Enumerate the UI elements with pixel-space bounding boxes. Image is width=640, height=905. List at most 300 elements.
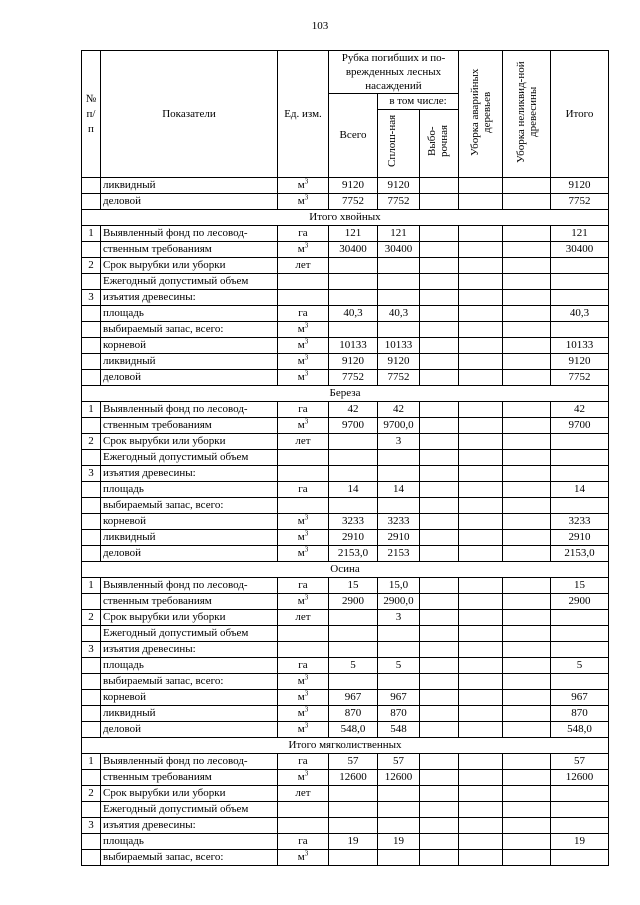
- row-selective: [420, 370, 459, 386]
- unit-superscript: 3: [304, 321, 309, 330]
- row-total: 3233: [551, 514, 609, 530]
- row-total: [551, 674, 609, 690]
- row-num: 3: [82, 642, 101, 658]
- unit-text: м: [297, 243, 305, 255]
- row-unit: [278, 546, 329, 562]
- row-total: 967: [551, 690, 609, 706]
- row-emergency: [459, 770, 503, 786]
- row-selective: [420, 546, 459, 562]
- row-indicator: изъятия древесины:: [101, 290, 278, 306]
- row-total-felling: [329, 434, 378, 450]
- unit-superscript: 3: [304, 705, 309, 714]
- row-total: [551, 274, 609, 290]
- table-row: [82, 626, 609, 642]
- row-selective: [420, 514, 459, 530]
- row-selective: [420, 722, 459, 738]
- row-clear: 548: [378, 722, 420, 738]
- unit-text: га: [298, 755, 308, 767]
- row-emergency: [459, 418, 503, 434]
- table-row: [82, 850, 609, 866]
- row-num: [82, 274, 101, 290]
- row-total-felling: 2153,0: [329, 546, 378, 562]
- unit-text: лет: [295, 259, 311, 271]
- row-indicator: Ежегодный допустимый объем: [101, 274, 278, 290]
- row-indicator: площадь: [101, 834, 278, 850]
- unit-text: м: [297, 515, 305, 527]
- row-illiquid: [503, 834, 551, 850]
- unit-text: м: [297, 675, 305, 687]
- row-num: 1: [82, 402, 101, 418]
- row-emergency: [459, 834, 503, 850]
- row-total-felling: [329, 290, 378, 306]
- row-selective: [420, 802, 459, 818]
- row-illiquid: [503, 786, 551, 802]
- row-unit: [278, 322, 329, 338]
- row-num: [82, 530, 101, 546]
- row-total: 121: [551, 226, 609, 242]
- row-indicator: корневой: [101, 338, 278, 354]
- row-indicator: ликвидный: [101, 706, 278, 722]
- row-total: [551, 786, 609, 802]
- row-total-felling: 9700: [329, 418, 378, 434]
- table-row: [82, 498, 609, 514]
- row-illiquid: [503, 626, 551, 642]
- row-total: 7752: [551, 370, 609, 386]
- row-total-felling: 7752: [329, 370, 378, 386]
- row-num: [82, 626, 101, 642]
- row-clear: [378, 466, 420, 482]
- row-unit: [278, 658, 329, 674]
- row-illiquid: [503, 658, 551, 674]
- row-num: 3: [82, 466, 101, 482]
- row-indicator: Ежегодный допустимый объем: [101, 450, 278, 466]
- row-selective: [420, 482, 459, 498]
- row-emergency: [459, 546, 503, 562]
- row-num: [82, 514, 101, 530]
- header-clear: [378, 110, 420, 178]
- row-indicator: ственным требованиям: [101, 418, 278, 434]
- row-emergency: [459, 514, 503, 530]
- table-row: [82, 690, 609, 706]
- row-total-felling: [329, 802, 378, 818]
- row-clear: [378, 450, 420, 466]
- row-illiquid: [503, 578, 551, 594]
- row-indicator: Выявленный фонд по лесовод-: [101, 402, 278, 418]
- row-num: 2: [82, 610, 101, 626]
- unit-superscript: 3: [304, 529, 309, 538]
- row-clear: 40,3: [378, 306, 420, 322]
- row-unit: [278, 786, 329, 802]
- row-unit: [278, 850, 329, 866]
- row-emergency: [459, 530, 503, 546]
- row-num: [82, 306, 101, 322]
- unit-superscript: 3: [304, 513, 309, 522]
- unit-superscript: 3: [304, 593, 309, 602]
- unit-superscript: 3: [304, 337, 309, 346]
- row-emergency: [459, 674, 503, 690]
- row-unit: [278, 770, 329, 786]
- table-row: [82, 770, 609, 786]
- table-row: [82, 242, 609, 258]
- row-selective: [420, 498, 459, 514]
- row-total: 9700: [551, 418, 609, 434]
- row-selective: [420, 322, 459, 338]
- header-total-felling: Всего: [329, 94, 378, 178]
- row-clear: 9700,0: [378, 418, 420, 434]
- row-unit: [278, 530, 329, 546]
- unit-text: м: [297, 595, 305, 607]
- unit-superscript: 3: [304, 721, 309, 730]
- table-row: [82, 194, 609, 210]
- row-indicator: корневой: [101, 690, 278, 706]
- table-row: [82, 610, 609, 626]
- table-row: [82, 338, 609, 354]
- unit-text: м: [297, 419, 305, 431]
- row-selective: [420, 594, 459, 610]
- row-total: [551, 626, 609, 642]
- row-unit: [278, 610, 329, 626]
- table-row: [82, 450, 609, 466]
- row-indicator: площадь: [101, 306, 278, 322]
- row-illiquid: [503, 610, 551, 626]
- row-unit: [278, 434, 329, 450]
- row-selective: [420, 706, 459, 722]
- row-clear: [378, 498, 420, 514]
- unit-text: м: [297, 707, 305, 719]
- row-total: [551, 610, 609, 626]
- row-total-felling: [329, 466, 378, 482]
- row-num: 2: [82, 786, 101, 802]
- row-indicator: ственным требованиям: [101, 770, 278, 786]
- row-selective: [420, 226, 459, 242]
- row-emergency: [459, 370, 503, 386]
- header-including: в том числе:: [378, 94, 459, 110]
- row-selective: [420, 658, 459, 674]
- section-row: [82, 210, 609, 226]
- row-illiquid: [503, 498, 551, 514]
- row-indicator: деловой: [101, 194, 278, 210]
- row-clear: [378, 642, 420, 658]
- row-illiquid: [503, 178, 551, 194]
- row-total: [551, 434, 609, 450]
- row-unit: [278, 418, 329, 434]
- header-illiquid-text: Уборка неликвид-ной древесины: [514, 60, 539, 163]
- row-unit: [278, 242, 329, 258]
- row-total: [551, 466, 609, 482]
- row-selective: [420, 466, 459, 482]
- row-total-felling: 40,3: [329, 306, 378, 322]
- unit-text: га: [298, 659, 308, 671]
- table-row: [82, 258, 609, 274]
- unit-text: м: [297, 355, 305, 367]
- unit-text: га: [298, 835, 308, 847]
- row-total-felling: 12600: [329, 770, 378, 786]
- row-total: 9120: [551, 354, 609, 370]
- row-total: 42: [551, 402, 609, 418]
- row-indicator: деловой: [101, 546, 278, 562]
- row-illiquid: [503, 754, 551, 770]
- row-num: 2: [82, 434, 101, 450]
- row-num: [82, 194, 101, 210]
- row-clear: 3233: [378, 514, 420, 530]
- row-num: [82, 370, 101, 386]
- row-total-felling: [329, 786, 378, 802]
- row-total: 57: [551, 754, 609, 770]
- row-total-felling: 548,0: [329, 722, 378, 738]
- row-emergency: [459, 274, 503, 290]
- unit-text: лет: [295, 611, 311, 623]
- row-clear: [378, 626, 420, 642]
- row-total-felling: 15: [329, 578, 378, 594]
- row-total: 5: [551, 658, 609, 674]
- row-clear: 42: [378, 402, 420, 418]
- row-selective: [420, 834, 459, 850]
- row-total: [551, 450, 609, 466]
- row-unit: [278, 178, 329, 194]
- row-selective: [420, 418, 459, 434]
- row-total: 2153,0: [551, 546, 609, 562]
- row-indicator: Ежегодный допустимый объем: [101, 802, 278, 818]
- row-unit: [278, 482, 329, 498]
- row-illiquid: [503, 450, 551, 466]
- row-clear: [378, 674, 420, 690]
- row-selective: [420, 402, 459, 418]
- header-felling-line2: врежденных лесных: [345, 66, 442, 78]
- row-num: 1: [82, 578, 101, 594]
- row-indicator: выбираемый запас, всего:: [101, 322, 278, 338]
- row-selective: [420, 194, 459, 210]
- unit-text: га: [298, 227, 308, 239]
- row-indicator: Срок вырубки или уборки: [101, 258, 278, 274]
- table-row: [82, 818, 609, 834]
- table-row: [82, 674, 609, 690]
- row-clear: 7752: [378, 194, 420, 210]
- unit-superscript: 3: [304, 369, 309, 378]
- row-num: [82, 450, 101, 466]
- row-illiquid: [503, 594, 551, 610]
- row-num: 3: [82, 290, 101, 306]
- row-total: [551, 258, 609, 274]
- unit-text: м: [297, 723, 305, 735]
- row-illiquid: [503, 546, 551, 562]
- row-total-felling: 3233: [329, 514, 378, 530]
- section-row: [82, 562, 609, 578]
- row-total-felling: 2900: [329, 594, 378, 610]
- unit-text: лет: [295, 435, 311, 447]
- row-indicator: площадь: [101, 658, 278, 674]
- unit-text: м: [297, 531, 305, 543]
- row-unit: [278, 370, 329, 386]
- row-clear: [378, 258, 420, 274]
- row-clear: 2900,0: [378, 594, 420, 610]
- table-row: [82, 290, 609, 306]
- row-emergency: [459, 722, 503, 738]
- unit-text: м: [297, 323, 305, 335]
- unit-text: га: [298, 483, 308, 495]
- row-unit: [278, 290, 329, 306]
- row-total: 548,0: [551, 722, 609, 738]
- row-total-felling: [329, 674, 378, 690]
- header-selective: [420, 110, 459, 178]
- row-selective: [420, 530, 459, 546]
- row-clear: 3: [378, 610, 420, 626]
- unit-text: га: [298, 579, 308, 591]
- row-num: [82, 482, 101, 498]
- row-illiquid: [503, 850, 551, 866]
- row-selective: [420, 818, 459, 834]
- row-total: 10133: [551, 338, 609, 354]
- row-illiquid: [503, 290, 551, 306]
- table-row: [82, 594, 609, 610]
- row-total: 9120: [551, 178, 609, 194]
- row-indicator: выбираемый запас, всего:: [101, 850, 278, 866]
- row-illiquid: [503, 370, 551, 386]
- table-row: [82, 514, 609, 530]
- row-indicator: Ежегодный допустимый объем: [101, 626, 278, 642]
- row-clear: 7752: [378, 370, 420, 386]
- row-clear: 12600: [378, 770, 420, 786]
- row-illiquid: [503, 690, 551, 706]
- row-emergency: [459, 786, 503, 802]
- row-num: [82, 322, 101, 338]
- table-row: [82, 658, 609, 674]
- row-clear: 2910: [378, 530, 420, 546]
- unit-superscript: 3: [304, 177, 309, 186]
- row-selective: [420, 610, 459, 626]
- row-emergency: [459, 754, 503, 770]
- row-indicator: деловой: [101, 722, 278, 738]
- row-unit: [278, 818, 329, 834]
- header-indicators: Показатели: [101, 51, 278, 178]
- row-selective: [420, 242, 459, 258]
- row-indicator: изъятия древесины:: [101, 642, 278, 658]
- row-illiquid: [503, 322, 551, 338]
- row-selective: [420, 770, 459, 786]
- row-num: [82, 594, 101, 610]
- row-unit: [278, 722, 329, 738]
- row-total: 15: [551, 578, 609, 594]
- row-illiquid: [503, 418, 551, 434]
- row-unit: [278, 258, 329, 274]
- row-clear: [378, 786, 420, 802]
- row-emergency: [459, 498, 503, 514]
- row-indicator: Выявленный фонд по лесовод-: [101, 578, 278, 594]
- row-indicator: ственным требованиям: [101, 242, 278, 258]
- row-illiquid: [503, 514, 551, 530]
- table-row: [82, 722, 609, 738]
- row-illiquid: [503, 434, 551, 450]
- table-row: [82, 178, 609, 194]
- row-clear: 10133: [378, 338, 420, 354]
- row-unit: [278, 802, 329, 818]
- table-row: [82, 546, 609, 562]
- table-row: [82, 434, 609, 450]
- row-total-felling: 7752: [329, 194, 378, 210]
- unit-text: га: [298, 403, 308, 415]
- row-num: 1: [82, 754, 101, 770]
- table-row: [82, 306, 609, 322]
- unit-text: м: [297, 691, 305, 703]
- unit-text: лет: [295, 787, 311, 799]
- table-row: [82, 642, 609, 658]
- row-total-felling: [329, 818, 378, 834]
- row-total-felling: 2910: [329, 530, 378, 546]
- row-clear: 9120: [378, 354, 420, 370]
- row-unit: [278, 226, 329, 242]
- header-emergency-text: Уборка аварийных деревьев: [468, 67, 493, 156]
- row-num: [82, 834, 101, 850]
- row-illiquid: [503, 194, 551, 210]
- row-total-felling: 121: [329, 226, 378, 242]
- row-clear: 2153: [378, 546, 420, 562]
- section-title: Осина: [82, 562, 609, 578]
- row-illiquid: [503, 338, 551, 354]
- unit-text: м: [297, 371, 305, 383]
- row-emergency: [459, 626, 503, 642]
- row-total: 30400: [551, 242, 609, 258]
- row-illiquid: [503, 258, 551, 274]
- row-emergency: [459, 594, 503, 610]
- row-unit: [278, 402, 329, 418]
- header-unit: Ед. изм.: [278, 51, 329, 178]
- row-selective: [420, 690, 459, 706]
- row-total-felling: [329, 258, 378, 274]
- row-total-felling: 19: [329, 834, 378, 850]
- row-total-felling: 5: [329, 658, 378, 674]
- header-felling: [329, 51, 459, 94]
- row-num: [82, 242, 101, 258]
- row-indicator: ликвидный: [101, 178, 278, 194]
- row-unit: [278, 690, 329, 706]
- section-row: [82, 386, 609, 402]
- row-total: 14: [551, 482, 609, 498]
- row-selective: [420, 626, 459, 642]
- row-illiquid: [503, 722, 551, 738]
- row-total: 7752: [551, 194, 609, 210]
- row-illiquid: [503, 242, 551, 258]
- row-num: 1: [82, 226, 101, 242]
- row-emergency: [459, 434, 503, 450]
- row-total-felling: 9120: [329, 178, 378, 194]
- row-emergency: [459, 258, 503, 274]
- row-selective: [420, 578, 459, 594]
- row-illiquid: [503, 706, 551, 722]
- unit-superscript: 3: [304, 849, 309, 858]
- table-row: [82, 354, 609, 370]
- row-num: [82, 690, 101, 706]
- row-total-felling: [329, 610, 378, 626]
- row-num: [82, 770, 101, 786]
- header-felling-line3: насаждений: [365, 80, 422, 92]
- unit-superscript: 3: [304, 193, 309, 202]
- header-row: [82, 51, 609, 94]
- row-total-felling: 30400: [329, 242, 378, 258]
- row-indicator: Выявленный фонд по лесовод-: [101, 226, 278, 242]
- row-emergency: [459, 642, 503, 658]
- row-clear: 5: [378, 658, 420, 674]
- header-emergency: [459, 51, 503, 178]
- row-emergency: [459, 338, 503, 354]
- row-indicator: площадь: [101, 482, 278, 498]
- row-illiquid: [503, 354, 551, 370]
- header-selective-text: Выбо-рочная: [426, 124, 450, 158]
- row-clear: 3: [378, 434, 420, 450]
- row-illiquid: [503, 770, 551, 786]
- row-total: [551, 802, 609, 818]
- row-selective: [420, 786, 459, 802]
- row-illiquid: [503, 802, 551, 818]
- table-row: [82, 786, 609, 802]
